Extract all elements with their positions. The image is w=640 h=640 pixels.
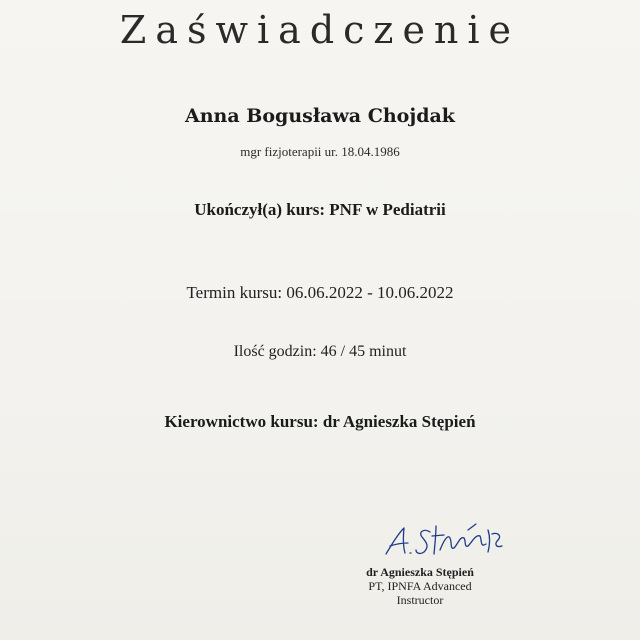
signature-caption	[340, 565, 500, 607]
hours-label: Ilość godzin:	[233, 343, 317, 360]
signatory-name: dr Agnieszka Stępień	[366, 565, 474, 579]
director-line	[0, 412, 640, 432]
director-name: dr Agnieszka Stępień	[322, 412, 476, 431]
course-label: Ukończył(a) kurs:	[194, 200, 326, 219]
signatory-role-line2: Instructor	[396, 593, 444, 607]
director-label: Kierownictwo kursu:	[164, 412, 319, 431]
recipient-details: mgr fizjoterapii ur. 18.04.1986	[240, 144, 400, 159]
hours-value: 46 / 45 minut	[320, 343, 407, 360]
signatory-role-line1: PT, IPNFA Advanced	[368, 579, 472, 593]
course-line	[0, 200, 640, 220]
dates-label: Termin kursu:	[186, 283, 283, 302]
dates-value: 06.06.2022 - 10.06.2022	[286, 283, 454, 302]
handwritten-signature	[380, 520, 510, 562]
certificate-title: Zaświadczenie	[119, 8, 521, 52]
recipient-name: Anna Bogusława Chojdak	[185, 105, 455, 127]
dates-line	[0, 283, 640, 303]
hours-line	[0, 343, 640, 361]
course-name: PNF w Pediatrii	[329, 200, 446, 219]
